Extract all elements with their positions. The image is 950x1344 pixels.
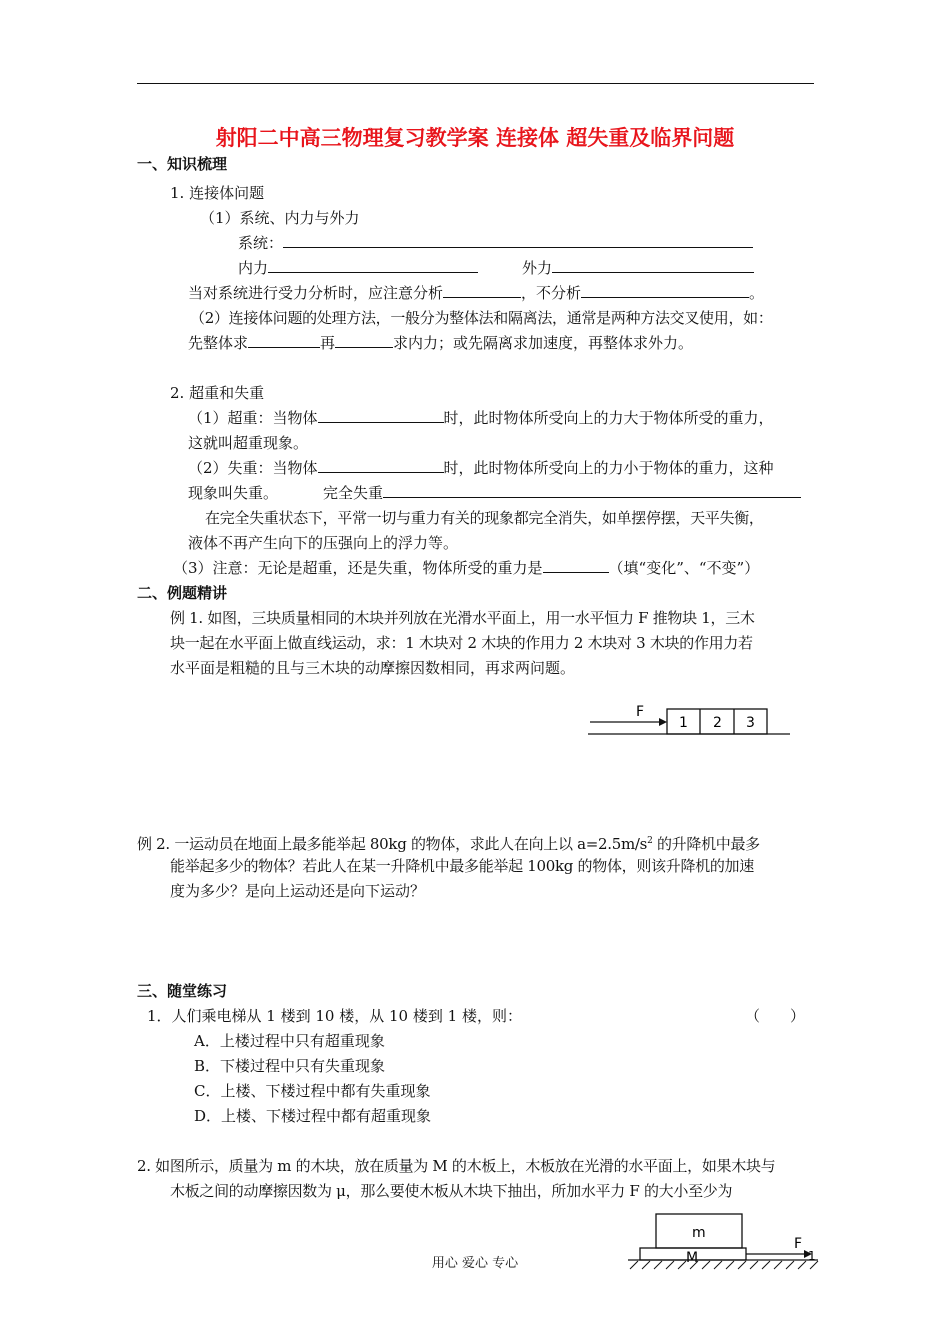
system-label: 系统： [238,234,284,252]
block-3-label: 3 [746,715,755,731]
section-3-heading: 三、随堂练习 [137,982,228,1000]
method-line-2 [188,331,693,355]
system-line [238,231,753,255]
full-weightless-blank[interactable] [383,481,801,498]
outer-label: 外力 [522,259,553,277]
footer-text: 用心 爱心 专心 [431,1256,519,1271]
option-d[interactable]: D．上楼、下楼过程中都有超重现象 [194,1107,432,1125]
method-blank-2[interactable] [335,331,393,348]
analysis-text-b: ，不分析 [521,284,582,302]
note-blank[interactable] [543,556,609,573]
overweight-text-b: 时，此时物体所受向上的力大于物体所受的重力， [443,409,774,427]
question-1-answer-paren[interactable]: （ ） [745,1007,806,1025]
three-blocks-figure [585,698,795,742]
sub-system-forces: （1）系统、内力与外力 [200,209,360,227]
full-weightless-label: 完全失重 [323,484,384,502]
overweight-text-a: （1）超重：当物体 [188,409,318,427]
full-weightless-line [323,481,801,505]
pull-force-mark: 1 [808,1249,816,1263]
weightless-blank[interactable] [318,456,444,473]
analysis-line [188,281,764,305]
analysis-blank-2[interactable] [581,281,749,298]
weightless-text-a: （2）失重：当物体 [188,459,318,477]
method-blank-1[interactable] [248,331,320,348]
option-c[interactable]: C．上楼、下楼过程中都有失重现象 [194,1082,431,1100]
inner-force-line [238,256,478,280]
item-connected-bodies: 1. 连接体问题 [170,184,265,202]
inner-label: 内力 [238,259,269,277]
example-2-text-a: 例 2. 一运动员在地面上最多能举起 80kg 的物体，求此人在向上以 a=2.5m/s [137,835,648,853]
overweight-line-2: 这就叫超重现象。 [188,434,309,452]
analysis-text-a: 当对系统进行受力分析时，应注意分析 [188,284,444,302]
page-title: 射阳二中高三物理复习教学案 连接体 超失重及临界问题 [215,126,735,150]
analysis-blank-1[interactable] [443,281,521,298]
analysis-text-c: 。 [749,284,765,302]
force-label: F [636,704,645,720]
example-2-line-2: 能举起多少的物体？若此人在某一升降机中最多能举起 100kg 的物体，则该升降机的加速 [170,857,754,875]
block-2-label: 2 [713,715,722,731]
note-line [173,556,759,580]
block-1-label: 1 [679,715,688,731]
method-text-2: 再 [320,334,336,352]
method-text-1: 先整体求 [188,334,249,352]
method-line-1: （2）连接体问题的处理方法，一般分为整体法和隔离法，通常是两种方法交叉使用，如： [190,309,773,327]
note-text-a: （3）注意：无论是超重，还是失重，物体所受的重力是 [173,559,543,577]
section-2-heading: 二、例题精讲 [137,584,228,602]
inner-blank[interactable] [268,256,478,273]
note-text-b: （填“变化”、“不变”） [608,559,760,577]
outer-force-line [522,256,754,280]
full-weightless-desc-2: 液体不再产生向下的压强向上的浮力等。 [188,534,459,552]
question-1: 1．人们乘电梯从 1 楼到 10 楼，从 10 楼到 1 楼，则： [147,1007,522,1025]
system-blank[interactable] [283,231,753,248]
question-2-line-1: 2. 如图所示，质量为 m 的木块，放在质量为 M 的木板上，木板放在光滑的水平面上，如果木块与 [137,1157,776,1175]
small-block-label: m [692,1225,706,1241]
example-2-superscript: 2 [647,836,653,846]
example-1-line-2: 块一起在水平面上做直线运动，求：1 木块对 2 木块的作用力 2 木块对 3 木块的作用力若 [170,634,753,652]
weightless-line-2: 现象叫失重。 [188,484,279,502]
weightless-line-1 [188,456,774,480]
example-2-line-3: 度为多少？是向上运动还是向下运动？ [170,882,426,900]
example-1-line-3: 水平面是粗糙的且与三木块的动摩擦因数相同，再求两问题。 [170,659,576,677]
example-2-text-b: 的升降机中最多 [652,835,760,853]
option-a[interactable]: A．上楼过程中只有超重现象 [194,1032,385,1050]
pull-force-label: F [794,1236,803,1252]
outer-blank[interactable] [552,256,754,273]
option-b[interactable]: B．下楼过程中只有失重现象 [194,1057,386,1075]
weightless-text-b: 时，此时物体所受向上的力小于物体的重力，这种 [443,459,774,477]
header-rule [137,83,814,84]
question-2-line-2: 木板之间的动摩擦因数为 μ，那么要使木板从木块下抽出，所加水平力 F 的大小至少为 [170,1182,733,1200]
section-1-heading: 一、知识梳理 [137,155,228,173]
force-arrow-head [659,718,667,726]
item-overweight: 2. 超重和失重 [170,384,265,402]
example-2-line-1 [137,829,760,856]
example-1-line-1: 例 1. 如图，三块质量相同的木块并列放在光滑水平面上，用一水平恒力 F 推物块 1，三木 [170,609,755,627]
overweight-line-1 [188,406,774,430]
board-label: M [686,1250,699,1266]
method-text-3: 求内力；或先隔离求加速度，再整体求外力。 [393,334,694,352]
overweight-blank[interactable] [318,406,444,423]
full-weightless-desc-1: 在完全失重状态下，平常一切与重力有关的现象都完全消失，如单摆停摆，天平失衡， [205,509,764,527]
